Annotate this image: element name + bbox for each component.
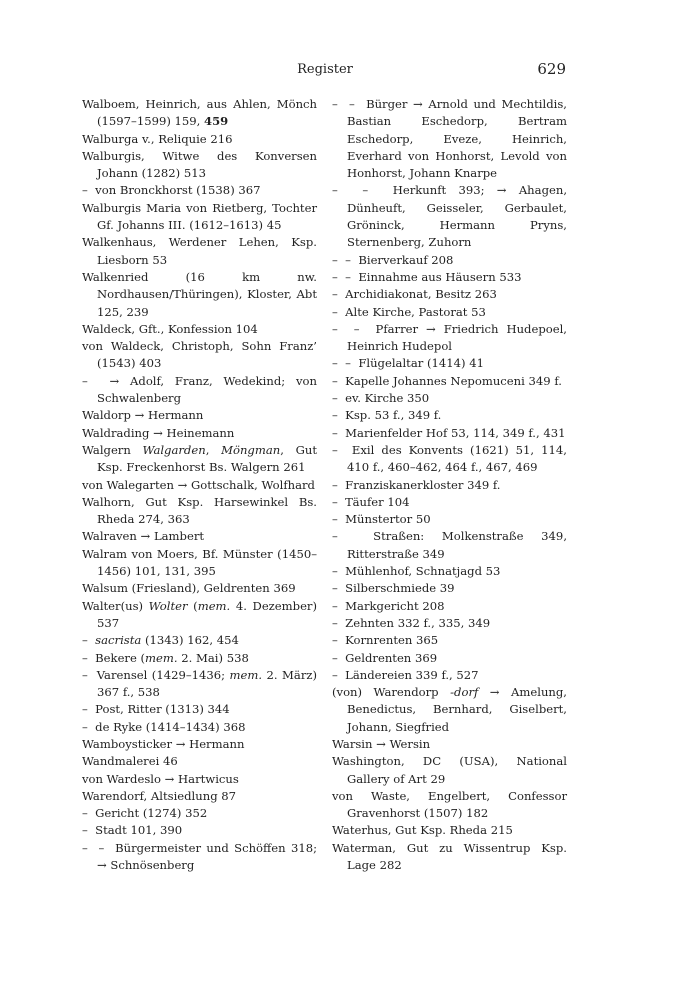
index-entry: – ev. Kirche 350: [332, 391, 430, 406]
index-entry: – – Herkunft 393; → Ahagen, Dünheuft, Geisseler, Gerbaulet, Gröninck, Hermann Pryns, Sternenberg, Zuhorn: [332, 183, 567, 250]
index-entry: – Zehnten 332 f., 335, 349: [332, 615, 491, 630]
index-entry: Walkenhaus, Werdener Lehen, Ksp. Liesborn 53: [82, 235, 317, 267]
index-entry: Waldeck, Gft., Konfession 104: [82, 321, 258, 336]
index-entry: – Franziskanerkloster 349 f.: [332, 477, 501, 492]
index-entry: – – Flügelaltar (1414) 41: [332, 356, 484, 371]
index-entry: Walram von Moers, Bf. Münster (1450–1456) 101, 131, 395: [82, 546, 317, 579]
index-entry: – Kornrenten 365: [332, 633, 439, 648]
index-entry: Walburga v., Reliquie 216: [82, 131, 233, 146]
index-entry: – Stadt 101, 390: [82, 823, 183, 838]
index-entry: Walraven → Lambert: [82, 529, 205, 544]
index-entry: Walsum (Friesland), Geldrenten 369: [82, 581, 296, 596]
index-column-right: [332, 96, 567, 874]
index-entry: – Markgericht 208: [332, 598, 445, 613]
index-entry: (von) Warendorp -dorf → Amelung, Benedictus, Bernhard, Giselbert, Johann, Siegfried: [332, 685, 567, 734]
index-entry: – Silberschmiede 39: [332, 581, 455, 596]
index-entry: – Ländereien 339 f., 527: [332, 667, 479, 682]
index-entry: von Walegarten → Gottschalk, Wolfhard: [82, 477, 315, 492]
index-entry: – – Bürger → Arnold und Mechtildis, Bastian Eschedorp, Bertram Eschedorp, Eveze, Heinrich, Everhard von Honhorst, Levold von Honhorst, Johann Knarpe: [332, 97, 567, 181]
index-entry: Washington, DC (USA), National Gallery of Art 29: [332, 754, 567, 786]
index-entry: Wandmalerei 46: [82, 754, 178, 769]
index-entry: Walkenried (16 km nw. Nordhausen/Thüringen), Kloster, Abt 125, 239: [82, 269, 317, 319]
index-entry: Waldorp → Hermann: [82, 408, 204, 423]
index-entry: – Geldrenten 369: [332, 650, 438, 665]
index-entry: – Archidiakonat, Besitz 263: [332, 287, 497, 302]
running-title: Register: [297, 62, 353, 77]
index-entry: – Kapelle Johannes Nepomuceni 349 f.: [332, 373, 562, 388]
index-entry: von Waste, Engelbert, Confessor Gravenhorst (1507) 182: [332, 788, 567, 821]
index-entry: – Alte Kirche, Pastorat 53: [332, 304, 486, 319]
index-entry: Wamboysticker → Hermann: [82, 736, 245, 751]
index-entry: – Gericht (1274) 352: [82, 806, 208, 821]
index-entry: Walter(us) Wolter (mem. 4. Dezember) 537: [82, 598, 317, 630]
index-column-left: [82, 96, 317, 874]
index-entry: – de Ryke (1414–1434) 368: [82, 719, 246, 734]
index-entry: von Waldeck, Christoph, Sohn Franz’ (1543) 403: [82, 339, 317, 371]
index-entry: – Varensel (1429–1436; mem. 2. März) 367 f., 538: [82, 667, 317, 700]
index-entry: – Münstertor 50: [332, 512, 431, 527]
index-entry: – Post, Ritter (1313) 344: [82, 702, 230, 717]
index-entry: – – Pfarrer → Friedrich Hudepoel, Heinrich Hudepol: [332, 321, 567, 354]
index-entry: – Täufer 104: [332, 494, 410, 509]
index-entry: – von Bronckhorst (1538) 367: [82, 183, 261, 198]
index-entry: – – Bierverkauf 208: [332, 252, 454, 267]
index-entry: – Mühlenhof, Schnatjagd 53: [332, 564, 501, 579]
index-entry: – Marienfelder Hof 53, 114, 349 f., 431: [332, 425, 566, 440]
index-entry: Waldrading → Heinemann: [82, 425, 235, 440]
index-entry: – sacrista (1343) 162, 454: [82, 633, 239, 648]
index-entry: Walboem, Heinrich, aus Ahlen, Mönch (1597–1599) 159, 459: [82, 97, 317, 129]
index-entry: – → Adolf, Franz, Wedekind; von Schwalenberg: [82, 373, 317, 406]
index-entry: – Ksp. 53 f., 349 f.: [332, 408, 442, 423]
index-entry: Walhorn, Gut Ksp. Harsewinkel Bs. Rheda 274, 363: [82, 494, 317, 527]
index-entry: – – Einnahme aus Häusern 533: [332, 269, 522, 284]
page-header: [82, 62, 568, 82]
index-entry: Walburgis, Witwe des Konversen Johann (1282) 513: [82, 148, 317, 181]
index-entry: Waterhus, Gut Ksp. Rheda 215: [332, 823, 513, 838]
index-entry: Walgern Walgarden, Möngman, Gut Ksp. Freckenhorst Bs. Walgern 261: [82, 442, 317, 475]
index-entry: von Wardeslo → Hartwicus: [82, 771, 239, 786]
index-entry: Walburgis Maria von Rietberg, Tochter Gf. Johanns III. (1612–1613) 45: [82, 200, 317, 233]
page-number: 629: [537, 60, 566, 78]
index-entry: – Exil des Konvents (1621) 51, 114, 410 f., 460–462, 464 f., 467, 469: [332, 442, 567, 475]
index-entry: Waterman, Gut zu Wissentrup Ksp. Lage 282: [332, 840, 567, 873]
index-entry: – – Bürgermeister und Schöffen 318; → Schnösenberg: [82, 840, 317, 873]
index-entry: – Bekere (mem. 2. Mai) 538: [82, 650, 249, 665]
index-entry: – Straßen: Molkenstraße 349, Ritterstraße 349: [332, 529, 567, 561]
index-entry: Warendorf, Altsiedlung 87: [82, 788, 237, 803]
index-entry: Warsin → Wersin: [332, 736, 431, 751]
